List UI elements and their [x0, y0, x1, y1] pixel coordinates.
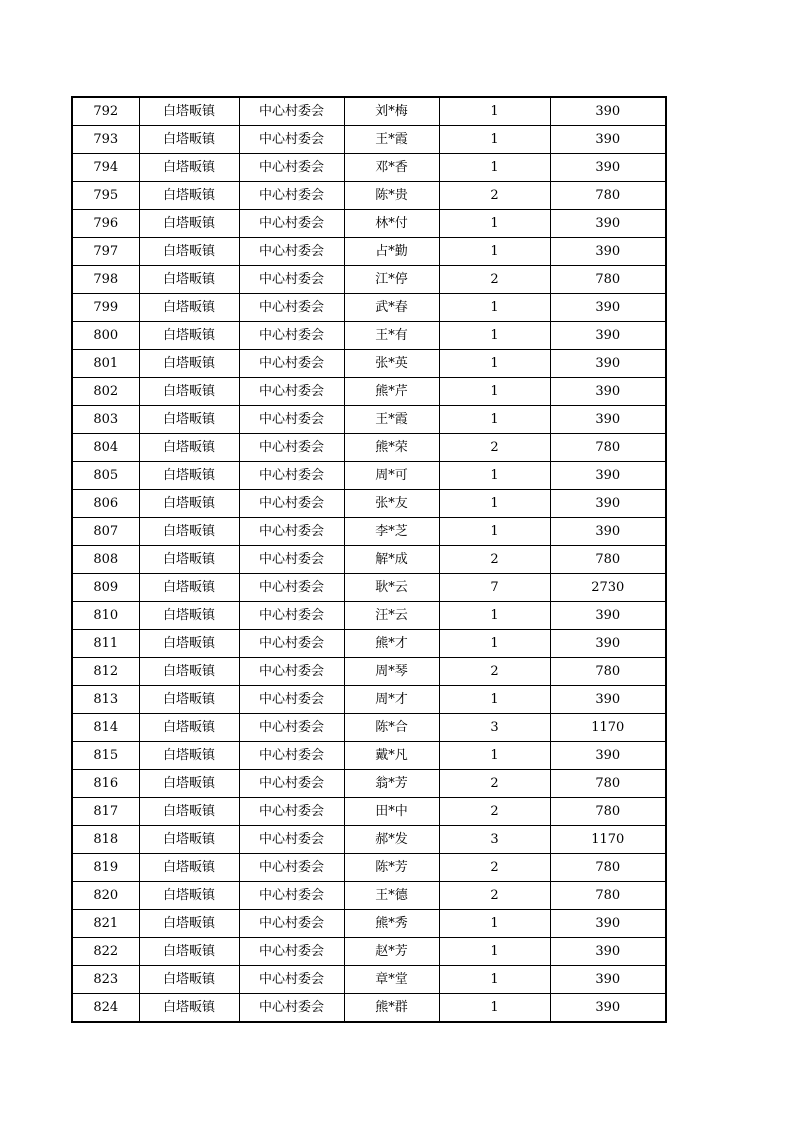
village-committee-cell: 中心村委会	[239, 798, 344, 826]
town-cell: 白塔畈镇	[139, 798, 239, 826]
town-cell: 白塔畈镇	[139, 434, 239, 462]
count-cell: 1	[439, 97, 550, 126]
amount-cell: 390	[550, 406, 666, 434]
row-number-cell: 812	[72, 658, 139, 686]
row-number-cell: 803	[72, 406, 139, 434]
amount-cell: 390	[550, 518, 666, 546]
village-committee-cell: 中心村委会	[239, 994, 344, 1023]
village-committee-cell: 中心村委会	[239, 182, 344, 210]
name-cell: 章*堂	[344, 966, 439, 994]
town-cell: 白塔畈镇	[139, 97, 239, 126]
count-cell: 2	[439, 854, 550, 882]
row-number-cell: 816	[72, 770, 139, 798]
table-row	[72, 630, 666, 658]
village-committee-cell: 中心村委会	[239, 518, 344, 546]
town-cell: 白塔畈镇	[139, 518, 239, 546]
count-cell: 1	[439, 994, 550, 1023]
row-number-cell: 819	[72, 854, 139, 882]
table-row	[72, 602, 666, 630]
town-cell: 白塔畈镇	[139, 714, 239, 742]
town-cell: 白塔畈镇	[139, 574, 239, 602]
name-cell: 周*可	[344, 462, 439, 490]
table-row	[72, 854, 666, 882]
town-cell: 白塔畈镇	[139, 910, 239, 938]
amount-cell: 780	[550, 658, 666, 686]
name-cell: 熊*群	[344, 994, 439, 1023]
town-cell: 白塔畈镇	[139, 154, 239, 182]
table-row	[72, 406, 666, 434]
row-number-cell: 824	[72, 994, 139, 1023]
data-table	[71, 96, 667, 1023]
amount-cell: 780	[550, 798, 666, 826]
name-cell: 占*勤	[344, 238, 439, 266]
name-cell: 张*友	[344, 490, 439, 518]
name-cell: 汪*云	[344, 602, 439, 630]
town-cell: 白塔畈镇	[139, 238, 239, 266]
table-row	[72, 97, 666, 126]
name-cell: 熊*芹	[344, 378, 439, 406]
town-cell: 白塔畈镇	[139, 630, 239, 658]
village-committee-cell: 中心村委会	[239, 826, 344, 854]
row-number-cell: 797	[72, 238, 139, 266]
count-cell: 2	[439, 546, 550, 574]
count-cell: 2	[439, 882, 550, 910]
count-cell: 2	[439, 658, 550, 686]
table-row	[72, 714, 666, 742]
row-number-cell: 817	[72, 798, 139, 826]
row-number-cell: 796	[72, 210, 139, 238]
amount-cell: 780	[550, 546, 666, 574]
town-cell: 白塔畈镇	[139, 854, 239, 882]
count-cell: 1	[439, 350, 550, 378]
count-cell: 1	[439, 938, 550, 966]
table-row	[72, 910, 666, 938]
table-row	[72, 546, 666, 574]
row-number-cell: 794	[72, 154, 139, 182]
amount-cell: 780	[550, 854, 666, 882]
name-cell: 周*才	[344, 686, 439, 714]
count-cell: 2	[439, 266, 550, 294]
town-cell: 白塔畈镇	[139, 770, 239, 798]
count-cell: 1	[439, 742, 550, 770]
name-cell: 刘*梅	[344, 97, 439, 126]
table-row	[72, 770, 666, 798]
row-number-cell: 804	[72, 434, 139, 462]
town-cell: 白塔畈镇	[139, 994, 239, 1023]
village-committee-cell: 中心村委会	[239, 574, 344, 602]
village-committee-cell: 中心村委会	[239, 966, 344, 994]
table-row	[72, 238, 666, 266]
town-cell: 白塔畈镇	[139, 686, 239, 714]
amount-cell: 390	[550, 294, 666, 322]
count-cell: 1	[439, 910, 550, 938]
village-committee-cell: 中心村委会	[239, 630, 344, 658]
count-cell: 3	[439, 714, 550, 742]
row-number-cell: 802	[72, 378, 139, 406]
amount-cell: 390	[550, 154, 666, 182]
row-number-cell: 818	[72, 826, 139, 854]
town-cell: 白塔畈镇	[139, 490, 239, 518]
village-committee-cell: 中心村委会	[239, 658, 344, 686]
amount-cell: 780	[550, 266, 666, 294]
amount-cell: 390	[550, 97, 666, 126]
village-committee-cell: 中心村委会	[239, 742, 344, 770]
village-committee-cell: 中心村委会	[239, 238, 344, 266]
amount-cell: 780	[550, 882, 666, 910]
village-committee-cell: 中心村委会	[239, 294, 344, 322]
town-cell: 白塔畈镇	[139, 938, 239, 966]
amount-cell: 390	[550, 938, 666, 966]
table-row	[72, 154, 666, 182]
table-row	[72, 126, 666, 154]
table-row	[72, 658, 666, 686]
row-number-cell: 813	[72, 686, 139, 714]
town-cell: 白塔畈镇	[139, 266, 239, 294]
amount-cell: 1170	[550, 826, 666, 854]
count-cell: 7	[439, 574, 550, 602]
name-cell: 陈*合	[344, 714, 439, 742]
row-number-cell: 808	[72, 546, 139, 574]
name-cell: 张*英	[344, 350, 439, 378]
amount-cell: 390	[550, 966, 666, 994]
village-committee-cell: 中心村委会	[239, 462, 344, 490]
table-row	[72, 294, 666, 322]
village-committee-cell: 中心村委会	[239, 770, 344, 798]
town-cell: 白塔畈镇	[139, 126, 239, 154]
count-cell: 1	[439, 238, 550, 266]
count-cell: 1	[439, 602, 550, 630]
table-row	[72, 490, 666, 518]
name-cell: 陈*贵	[344, 182, 439, 210]
table-row	[72, 518, 666, 546]
name-cell: 熊*才	[344, 630, 439, 658]
row-number-cell: 809	[72, 574, 139, 602]
row-number-cell: 805	[72, 462, 139, 490]
count-cell: 1	[439, 322, 550, 350]
town-cell: 白塔畈镇	[139, 546, 239, 574]
village-committee-cell: 中心村委会	[239, 490, 344, 518]
name-cell: 解*成	[344, 546, 439, 574]
village-committee-cell: 中心村委会	[239, 714, 344, 742]
name-cell: 武*春	[344, 294, 439, 322]
row-number-cell: 795	[72, 182, 139, 210]
town-cell: 白塔畈镇	[139, 210, 239, 238]
amount-cell: 390	[550, 910, 666, 938]
name-cell: 林*付	[344, 210, 439, 238]
town-cell: 白塔畈镇	[139, 406, 239, 434]
name-cell: 陈*芳	[344, 854, 439, 882]
village-committee-cell: 中心村委会	[239, 546, 344, 574]
name-cell: 郝*发	[344, 826, 439, 854]
town-cell: 白塔畈镇	[139, 462, 239, 490]
row-number-cell: 821	[72, 910, 139, 938]
village-committee-cell: 中心村委会	[239, 602, 344, 630]
village-committee-cell: 中心村委会	[239, 378, 344, 406]
town-cell: 白塔畈镇	[139, 966, 239, 994]
name-cell: 邓*香	[344, 154, 439, 182]
table-row	[72, 742, 666, 770]
count-cell: 1	[439, 490, 550, 518]
table-row	[72, 994, 666, 1023]
table-row	[72, 434, 666, 462]
town-cell: 白塔畈镇	[139, 294, 239, 322]
row-number-cell: 799	[72, 294, 139, 322]
amount-cell: 390	[550, 602, 666, 630]
count-cell: 1	[439, 966, 550, 994]
table-row	[72, 266, 666, 294]
row-number-cell: 800	[72, 322, 139, 350]
row-number-cell: 801	[72, 350, 139, 378]
count-cell: 2	[439, 770, 550, 798]
name-cell: 翁*芳	[344, 770, 439, 798]
village-committee-cell: 中心村委会	[239, 210, 344, 238]
amount-cell: 780	[550, 182, 666, 210]
count-cell: 1	[439, 294, 550, 322]
count-cell: 3	[439, 826, 550, 854]
amount-cell: 390	[550, 238, 666, 266]
village-committee-cell: 中心村委会	[239, 97, 344, 126]
count-cell: 1	[439, 406, 550, 434]
amount-cell: 390	[550, 994, 666, 1023]
table-row	[72, 378, 666, 406]
name-cell: 熊*荣	[344, 434, 439, 462]
table-row	[72, 686, 666, 714]
table-row	[72, 350, 666, 378]
count-cell: 1	[439, 378, 550, 406]
count-cell: 1	[439, 210, 550, 238]
village-committee-cell: 中心村委会	[239, 266, 344, 294]
count-cell: 1	[439, 154, 550, 182]
town-cell: 白塔畈镇	[139, 826, 239, 854]
row-number-cell: 820	[72, 882, 139, 910]
row-number-cell: 815	[72, 742, 139, 770]
amount-cell: 390	[550, 630, 666, 658]
village-committee-cell: 中心村委会	[239, 434, 344, 462]
town-cell: 白塔畈镇	[139, 882, 239, 910]
row-number-cell: 807	[72, 518, 139, 546]
table-row	[72, 322, 666, 350]
town-cell: 白塔畈镇	[139, 658, 239, 686]
town-cell: 白塔畈镇	[139, 378, 239, 406]
row-number-cell: 792	[72, 97, 139, 126]
row-number-cell: 811	[72, 630, 139, 658]
name-cell: 熊*秀	[344, 910, 439, 938]
table-row	[72, 574, 666, 602]
name-cell: 王*霞	[344, 406, 439, 434]
name-cell: 江*停	[344, 266, 439, 294]
amount-cell: 1170	[550, 714, 666, 742]
amount-cell: 390	[550, 350, 666, 378]
village-committee-cell: 中心村委会	[239, 686, 344, 714]
table-row	[72, 826, 666, 854]
row-number-cell: 823	[72, 966, 139, 994]
village-committee-cell: 中心村委会	[239, 882, 344, 910]
town-cell: 白塔畈镇	[139, 350, 239, 378]
count-cell: 1	[439, 630, 550, 658]
amount-cell: 390	[550, 686, 666, 714]
count-cell: 1	[439, 686, 550, 714]
row-number-cell: 806	[72, 490, 139, 518]
name-cell: 田*中	[344, 798, 439, 826]
town-cell: 白塔畈镇	[139, 182, 239, 210]
name-cell: 王*德	[344, 882, 439, 910]
amount-cell: 390	[550, 490, 666, 518]
amount-cell: 390	[550, 322, 666, 350]
amount-cell: 390	[550, 126, 666, 154]
amount-cell: 390	[550, 210, 666, 238]
town-cell: 白塔畈镇	[139, 742, 239, 770]
village-committee-cell: 中心村委会	[239, 322, 344, 350]
count-cell: 1	[439, 462, 550, 490]
amount-cell: 2730	[550, 574, 666, 602]
village-committee-cell: 中心村委会	[239, 854, 344, 882]
row-number-cell: 810	[72, 602, 139, 630]
name-cell: 戴*凡	[344, 742, 439, 770]
table-row	[72, 882, 666, 910]
count-cell: 2	[439, 798, 550, 826]
amount-cell: 780	[550, 434, 666, 462]
table-row	[72, 210, 666, 238]
count-cell: 1	[439, 518, 550, 546]
village-committee-cell: 中心村委会	[239, 350, 344, 378]
count-cell: 2	[439, 434, 550, 462]
town-cell: 白塔畈镇	[139, 322, 239, 350]
village-committee-cell: 中心村委会	[239, 910, 344, 938]
amount-cell: 390	[550, 462, 666, 490]
village-committee-cell: 中心村委会	[239, 406, 344, 434]
count-cell: 2	[439, 182, 550, 210]
amount-cell: 780	[550, 770, 666, 798]
table-body	[72, 97, 666, 1022]
amount-cell: 390	[550, 742, 666, 770]
row-number-cell: 814	[72, 714, 139, 742]
amount-cell: 390	[550, 378, 666, 406]
name-cell: 王*有	[344, 322, 439, 350]
row-number-cell: 793	[72, 126, 139, 154]
table-row	[72, 462, 666, 490]
count-cell: 1	[439, 126, 550, 154]
table-row	[72, 798, 666, 826]
row-number-cell: 822	[72, 938, 139, 966]
town-cell: 白塔畈镇	[139, 602, 239, 630]
name-cell: 赵*芳	[344, 938, 439, 966]
table-row	[72, 938, 666, 966]
table-row	[72, 182, 666, 210]
name-cell: 周*琴	[344, 658, 439, 686]
village-committee-cell: 中心村委会	[239, 126, 344, 154]
table-row	[72, 966, 666, 994]
village-committee-cell: 中心村委会	[239, 154, 344, 182]
name-cell: 李*芝	[344, 518, 439, 546]
row-number-cell: 798	[72, 266, 139, 294]
name-cell: 王*霞	[344, 126, 439, 154]
village-committee-cell: 中心村委会	[239, 938, 344, 966]
name-cell: 耿*云	[344, 574, 439, 602]
